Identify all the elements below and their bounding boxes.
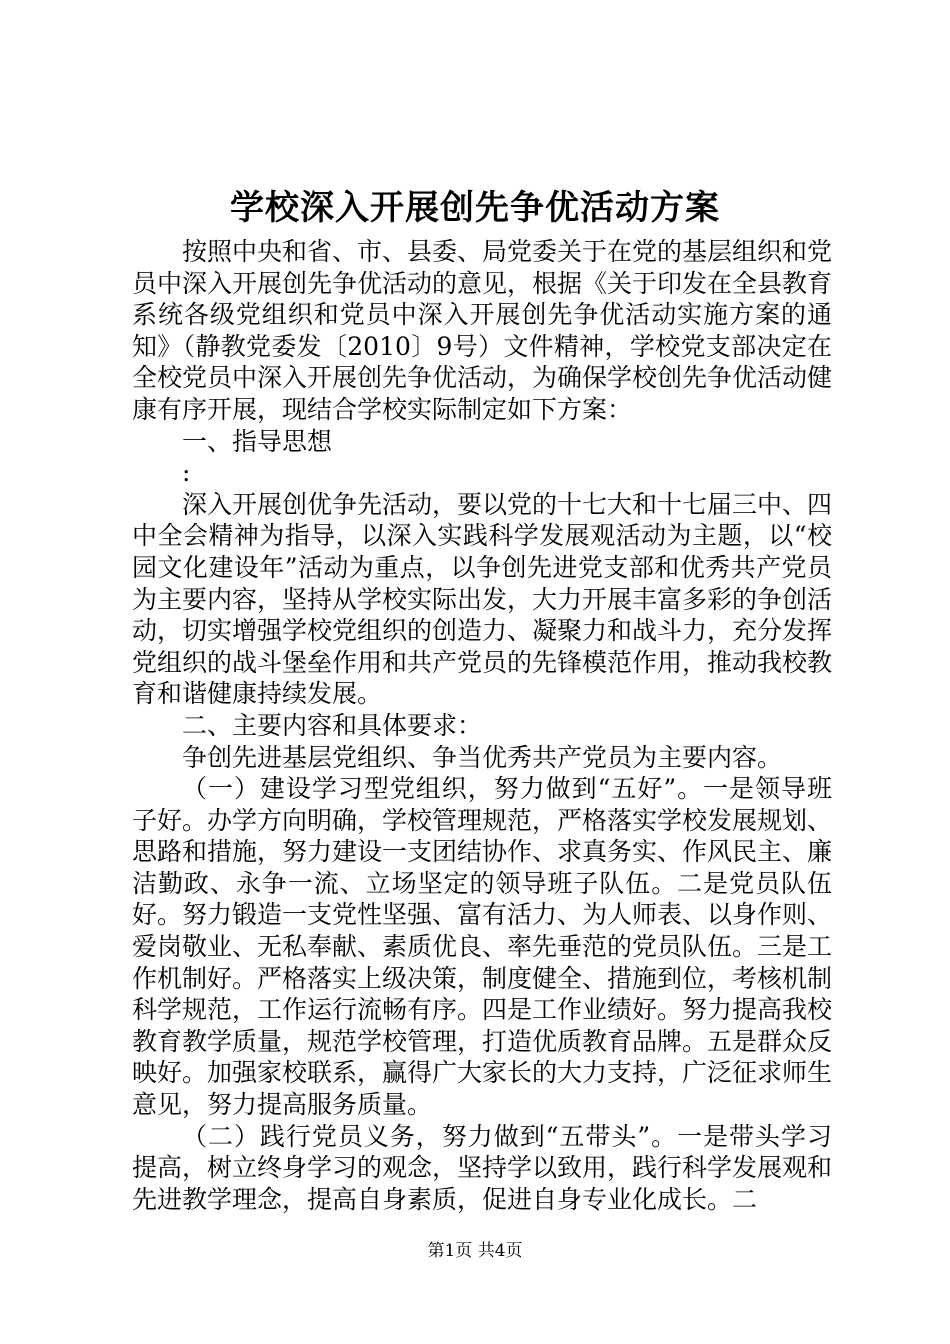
five-leads-paragraph: （二）践行党员义务，努力做到“五带头”。一是带头学习提高，树立终身学习的观念，坚持学以致用，践行科学发展观和先进教学理念，提高自身素质，促进自身专业化成长。二	[132, 1121, 833, 1214]
section-heading-guiding-thought: 一、指导思想	[182, 426, 333, 456]
five-goods-paragraph: （一）建设学习型党组织，努力做到“五好”。一是领导班子好。办学方向明确，学校管理规范，严格落实学校发展规划、思路和措施，努力建设一支团结协作、求真务实、作风民主、廉洁勤政、永争一流、立场坚定的领导班子队伍。二是党员队伍好。努力锻造一支党性坚强、富有活力、为人师表、以身作则、爱岗敬业、无私奉献、素质优良、率先垂范的党员队伍。三是工作机制好。严格落实上级决策，制度健全、措施到位，考核机制科学规范，工作运行流畅有序。四是工作业绩好。努力提高我校教育教学质量，规范学校管理，打造优质教育品牌。五是群众反映好。加强家校联系，赢得广大家长的大力支持，广泛征求师生意见，努力提高服务质量。	[132, 774, 833, 1120]
main-content-summary: 争创先进基层党组织、争当优秀共产党员为主要内容。	[182, 742, 783, 772]
guiding-thought-paragraph: 深入开展创优争先活动，要以党的十七大和十七届三中、四中全会精神为指导，以深入实践科学发展观活动为主题，以“校园文化建设年”活动为重点，以争创先进党支部和优秀共产党员为主要内容，坚持从学校实际出发，大力开展丰富多彩的争创活动，切实增强学校党组织的创造力、凝聚力和战斗力，充分发挥党组织的战斗堡垒作用和共产党员的先锋模范作用，推动我校教育和谐健康持续发展。	[132, 489, 833, 709]
section-heading-main-content: 二、主要内容和具体要求：	[182, 710, 483, 740]
page-footer: 第1页 共4页	[427, 1241, 523, 1261]
document-body	[132, 236, 832, 1215]
intro-paragraph: 按照中央和省、市、县委、局党委关于在党的基层组织和党员中深入开展创先争优活动的意见，根据《关于印发在全县教育系统各级党组织和党员中深入开展创先争优活动实施方案的通知》（静教党委发〔2010〕9号）文件精神，学校党支部决定在全校党员中深入开展创先争优活动，为确保学校创先争优活动健康有序开展，现结合学校实际制定如下方案：	[132, 237, 833, 424]
document-title: 学校深入开展创先争优活动方案	[230, 188, 720, 228]
stray-colon: :	[182, 458, 191, 488]
